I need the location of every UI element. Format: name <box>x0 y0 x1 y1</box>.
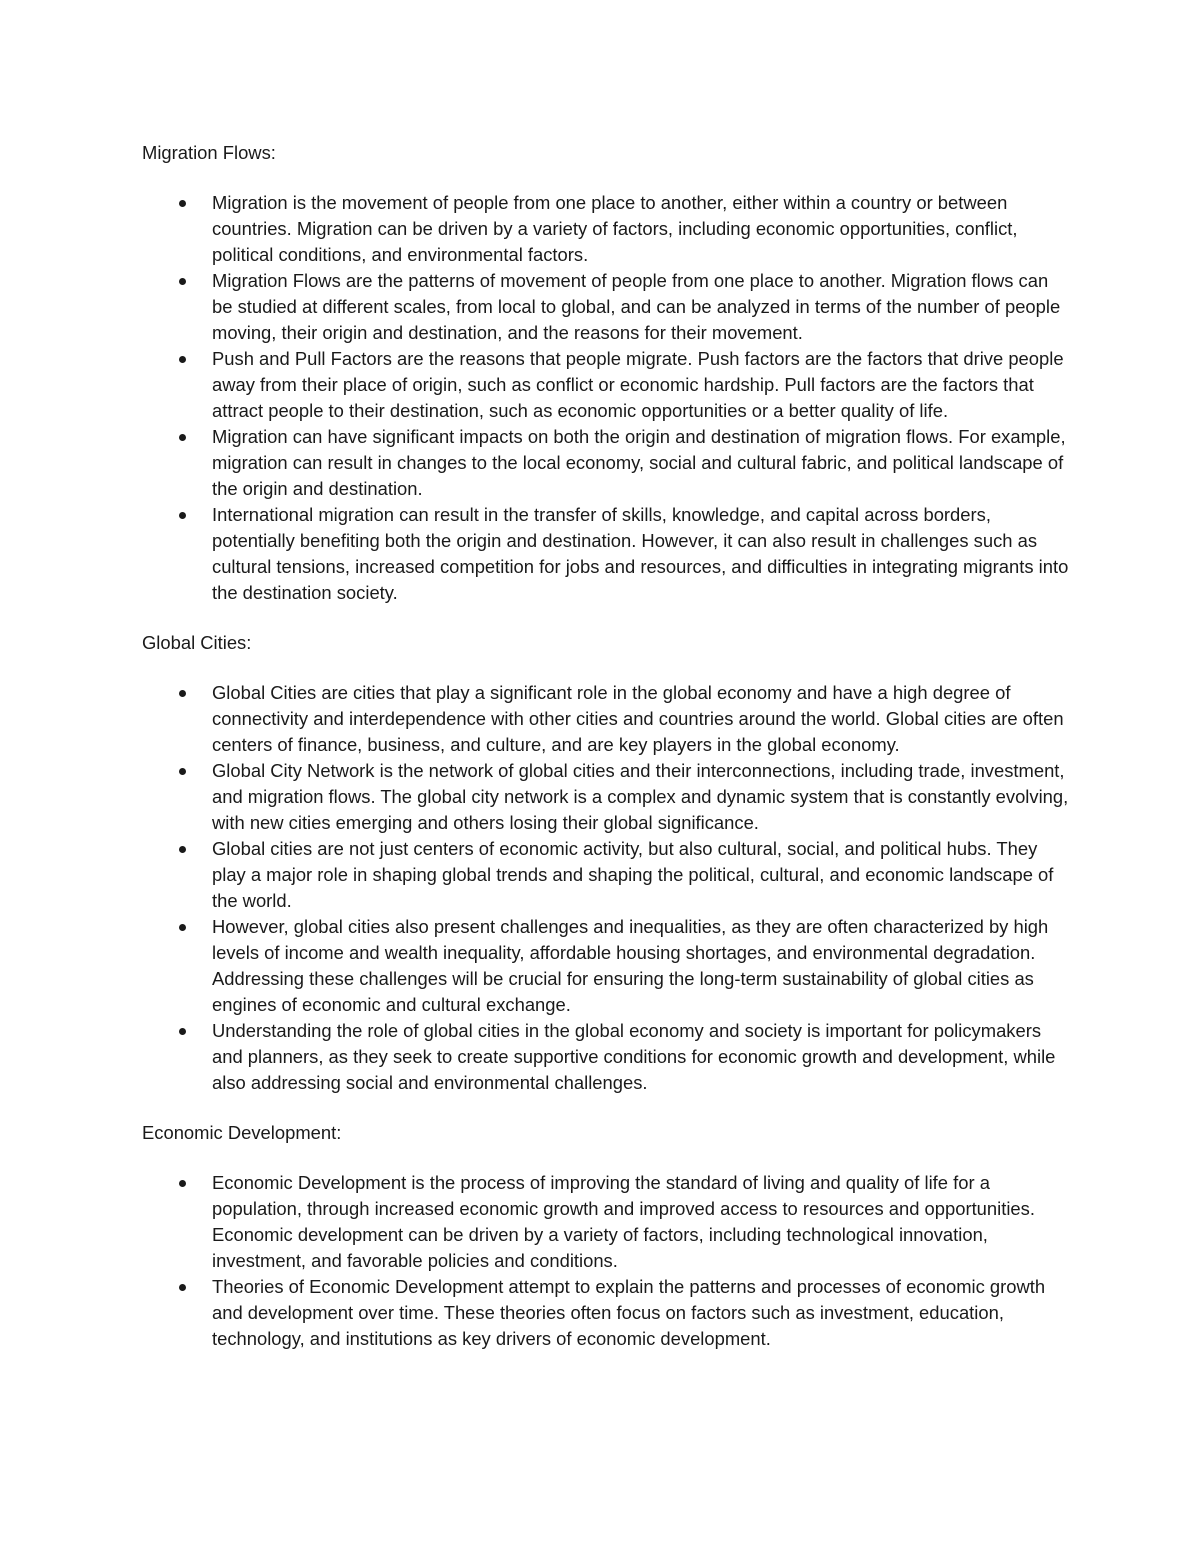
list-item <box>142 190 1072 268</box>
section-global-cities <box>142 630 1072 1096</box>
bullet-icon <box>179 846 186 853</box>
bullet-icon <box>179 278 186 285</box>
list-item <box>142 914 1072 1018</box>
section-economic-development <box>142 1120 1072 1352</box>
bullet-list <box>142 1170 1072 1352</box>
document-body <box>142 140 1072 1352</box>
list-item-text: Global cities are not just centers of economic activity, but also cultural, social, and political hubs. They play a major role in shaping global trends and shaping the political, cultural, and economic landscape of the world. <box>212 838 1054 911</box>
list-item <box>142 1170 1072 1274</box>
list-item <box>142 346 1072 424</box>
list-item-text: Push and Pull Factors are the reasons that people migrate. Push factors are the factors that drive people away from their place of origin, such as conflict or economic hardship. Pull factors are the factors that attract people to their destination, such as economic opportunities or a better quality of life. <box>212 348 1064 421</box>
list-item <box>142 502 1072 606</box>
list-item <box>142 1274 1072 1352</box>
list-item-text: Migration is the movement of people from one place to another, either within a country or between countries. Migration can be driven by a variety of factors, including economic opportunities, conflict, political conditions, and environmental factors. <box>212 192 1018 265</box>
bullet-icon <box>179 1028 186 1035</box>
bullet-list <box>142 190 1072 606</box>
bullet-icon <box>179 200 186 207</box>
list-item-text: Economic Development is the process of improving the standard of living and quality of life for a population, through increased economic growth and improved access to resources and opportunities. Economic development can be driven by a variety of factors, including technological innovation, investment, and favorable policies and conditions. <box>212 1172 1035 1271</box>
bullet-icon <box>179 356 186 363</box>
section-migration-flows <box>142 140 1072 606</box>
bullet-icon <box>179 1284 186 1291</box>
list-item-text: Migration Flows are the patterns of movement of people from one place to another. Migration flows can be studied at different scales, from local to global, and can be analyzed in terms of the number of people moving, their origin and destination, and the reasons for their movement. <box>212 270 1061 343</box>
list-item <box>142 424 1072 502</box>
section-heading: Migration Flows: <box>142 142 276 163</box>
bullet-icon <box>179 768 186 775</box>
list-item <box>142 836 1072 914</box>
bullet-icon <box>179 434 186 441</box>
list-item <box>142 680 1072 758</box>
list-item <box>142 758 1072 836</box>
list-item-text: Theories of Economic Development attempt to explain the patterns and processes of economic growth and development over time. These theories often focus on factors such as investment, education, technology, and institutions as key drivers of economic development. <box>212 1276 1046 1349</box>
list-item-text: Understanding the role of global cities in the global economy and society is important for policymakers and planners, as they seek to create supportive conditions for economic growth and development, while also addressing social and environmental challenges. <box>212 1020 1056 1093</box>
bullet-list <box>142 680 1072 1096</box>
list-item-text: Global Cities are cities that play a significant role in the global economy and have a high degree of connectivity and interdependence with other cities and countries around the world. Global cities are often centers of finance, business, and culture, and are key players in the global economy. <box>212 682 1064 755</box>
section-heading: Global Cities: <box>142 632 252 653</box>
list-item-text: However, global cities also present challenges and inequalities, as they are often characterized by high levels of income and wealth inequality, affordable housing shortages, and environmental degradation. Addressing these challenges will be crucial for ensuring the long-term sustainability of global cities as engines of economic and cultural exchange. <box>212 916 1049 1015</box>
list-item-text: Migration can have significant impacts on both the origin and destination of migration flows. For example, migration can result in changes to the local economy, social and cultural fabric, and political landscape of the origin and destination. <box>212 426 1066 499</box>
bullet-icon <box>179 924 186 931</box>
bullet-icon <box>179 690 186 697</box>
bullet-icon <box>179 1180 186 1187</box>
list-item <box>142 1018 1072 1096</box>
bullet-icon <box>179 512 186 519</box>
list-item-text: International migration can result in the transfer of skills, knowledge, and capital across borders, potentially benefiting both the origin and destination. However, it can also result in challenges such as cultural tensions, increased competition for jobs and resources, and difficulties in integrating migrants into the destination society. <box>212 504 1069 603</box>
section-heading: Economic Development: <box>142 1122 342 1143</box>
list-item <box>142 268 1072 346</box>
list-item-text: Global City Network is the network of global cities and their interconnections, including trade, investment, and migration flows. The global city network is a complex and dynamic system that is constantly evolving, with new cities emerging and others losing their global significance. <box>212 760 1069 833</box>
